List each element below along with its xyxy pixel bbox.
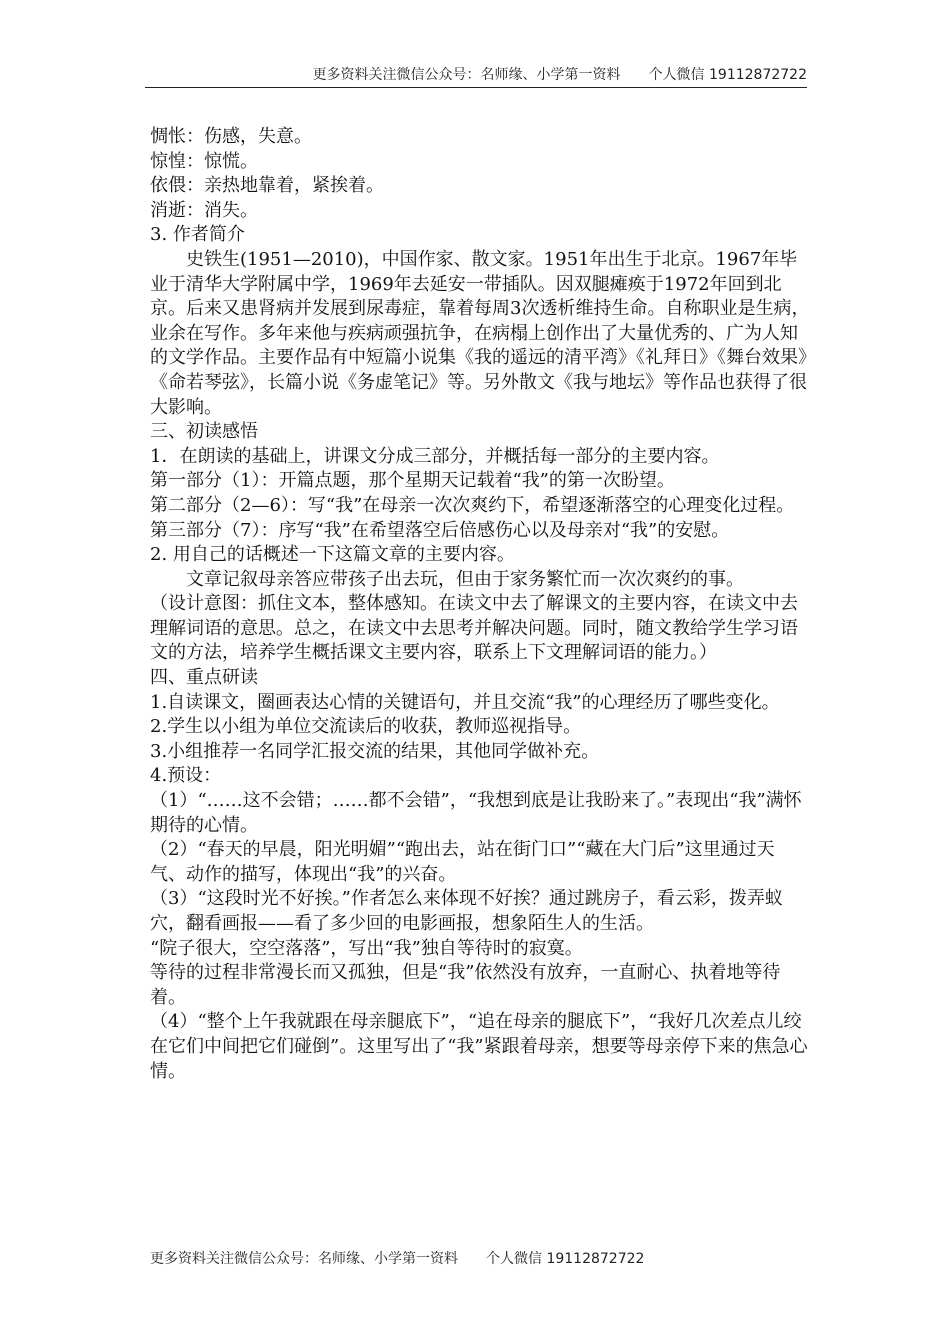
paragraph: 依偎：亲热地靠着，紧挨着。 (150, 175, 384, 197)
paragraph: “院子很大，空空落落”，写出“我”独自等待时的寂寞。 (150, 937, 583, 959)
paragraph: 等待的过程非常漫长而又孤独，但是“我”依然没有放弃，一直耐心、执着地等待着。 (150, 962, 781, 1008)
paragraph: 2.学生以小组为单位交流读后的收获，教师巡视指导。 (150, 716, 582, 738)
paragraph: 文章记叙母亲答应带孩子出去玩，但由于家务繁忙而一次次爽约的事。 (186, 568, 744, 590)
paragraph: 消逝：消失。 (150, 199, 258, 221)
paragraph: （设计意图：抓住文本，整体感知。在读文中去了解课文的主要内容，在读文中去理解词语的意思。总之，在读文中去思考并解决问题。同时，随文教给学生学习语文的方法，培养学生概括课文主要内容，联系上下文理解词语的能力。） (150, 593, 798, 664)
section-heading: 3. 作者简介 (150, 224, 245, 246)
paragraph: （2）“春天的早晨，阳光明媚”“跑出去，站在街门口”“藏在大门后”这里通过天气、动作的描写，体现出“我”的兴奋。 (150, 839, 775, 885)
paragraph: 第三部分（7）：序写“我”在希望落空后倍感伤心以及母亲对“我”的安慰。 (150, 519, 730, 541)
paragraph: 惊惶：惊慌。 (150, 150, 258, 172)
paragraph: （1）“……这不会错；……都不会错”，“我想到底是让我盼来了。”表现出“我”满怀期待的心情。 (150, 790, 802, 836)
page-header (145, 66, 807, 84)
section-heading: 三、初读感悟 (150, 421, 258, 443)
paragraph: 3.小组推荐一名同学汇报交流的结果，其他同学做补充。 (150, 740, 600, 762)
footer-right-text: 个人微信 19112872722 (486, 1251, 645, 1267)
paragraph: （4）“整个上午我就跟在母亲腿底下”，“追在母亲的腿底下”，“我好几次差点儿绞在它们中间把它们碰倒”。这里写出了“我”紧跟着母亲，想要等母亲停下来的焦急心情。 (150, 1011, 808, 1082)
paragraph: 惆怅：伤感，失意。 (150, 126, 312, 147)
paragraph: 史铁生(1951—2010)，中国作家、散文家。1951年出生于北京。1967年毕业于清华大学附属中学，1969年去延安一带插队。因双腿瘫痪于1972年回到北京。后来又患肾病并发展到尿毒症，靠着每周3次透析维持生命。自称职业是生病，业余在写作。多年来他与疾病顽强抗争，在病榻上创作出了大量优秀的、广为人知的文学作品。主要作品有中短篇小说集《我的遥远的清平湾》《礼拜日》《舞台效果》《命若琴弦》，长篇小说《务虚笔记》等。另外散文《我与地坛》等作品也获得了很大影响。 (150, 248, 810, 418)
page-footer (150, 1250, 644, 1268)
paragraph: 第二部分（2—6）：写“我”在母亲一次次爽约下，希望逐渐落空的心理变化过程。 (150, 494, 795, 516)
document-body (150, 125, 810, 1084)
paragraph: 1.自读课文，圈画表达心情的关键语句，并且交流“我”的心理经历了哪些变化。 (150, 691, 780, 713)
paragraph: 第一部分（1）：开篇点题，那个星期天记载着“我”的第一次盼望。 (150, 470, 675, 492)
paragraph: （3）“这段时光不好挨。”作者怎么来体现不好挨？通过跳房子，看云彩，拨弄蚁穴，翻看画报——看了多少回的电影画报，想象陌生人的生活。 (150, 888, 783, 934)
header-left-text: 更多资料关注微信公众号：名师缘、小学第一资料 (312, 67, 621, 83)
header-rule (145, 87, 807, 88)
paragraph: 1．在朗读的基础上，讲课文分成三部分，并概括每一部分的主要内容。 (150, 445, 720, 467)
header-right-text: 个人微信 19112872722 (648, 67, 807, 83)
paragraph: 4.预设： (150, 765, 222, 787)
footer-left-text: 更多资料关注微信公众号：名师缘、小学第一资料 (150, 1251, 458, 1267)
paragraph: 2. 用自己的话概述一下这篇文章的主要内容。 (150, 544, 515, 566)
section-heading: 四、重点研读 (150, 667, 258, 689)
